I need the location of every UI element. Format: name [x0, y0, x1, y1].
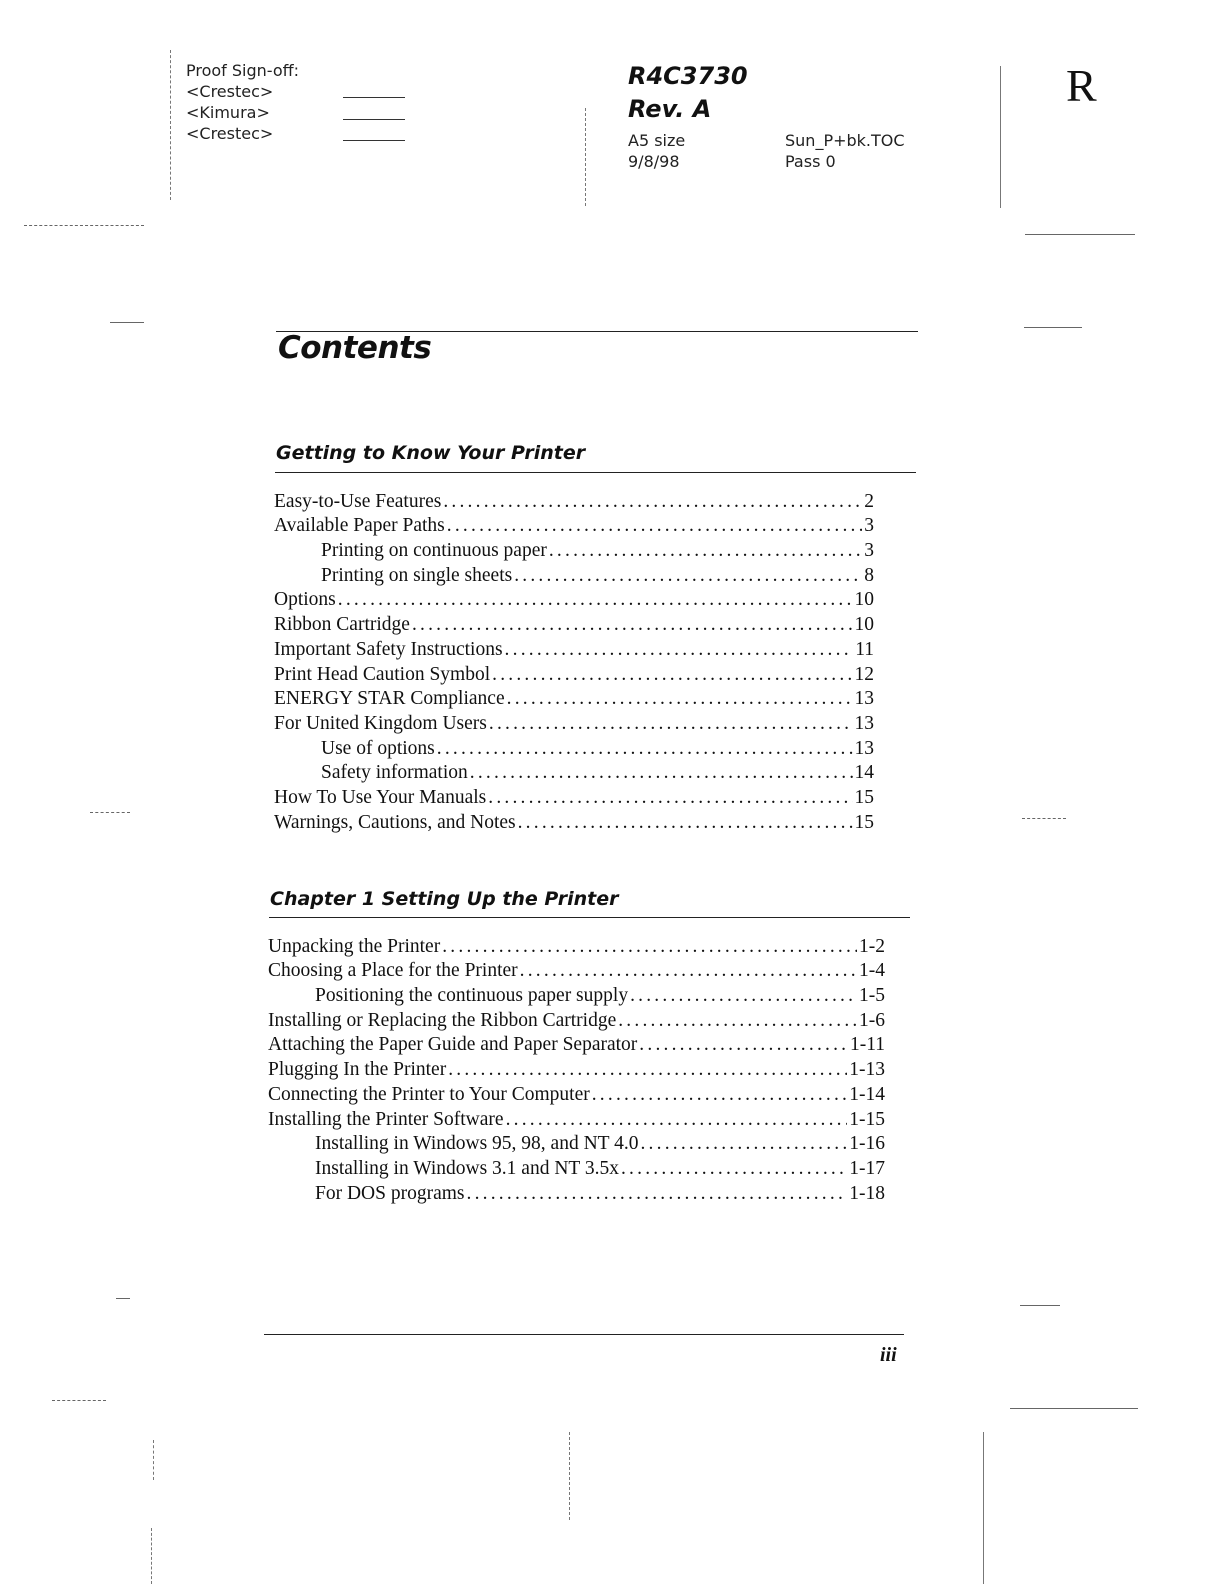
- doc-file: Sun_P+bk.TOC: [785, 131, 905, 150]
- page-number: 1-14: [849, 1083, 885, 1105]
- page-number: 1-4: [859, 960, 885, 982]
- page-number: 14: [854, 762, 874, 784]
- proof-title: Proof Sign-off:: [186, 61, 300, 80]
- dot-leader: [639, 1033, 848, 1057]
- page-number: 3: [864, 540, 874, 562]
- page-number: 1-11: [849, 1034, 885, 1056]
- page-number: 15: [854, 786, 874, 808]
- dot-leader: [442, 935, 857, 959]
- dot-leader: [514, 564, 862, 588]
- crop-mark-vertical: [569, 1432, 570, 1520]
- doc-id-block: [628, 60, 748, 126]
- toc-list: [274, 489, 874, 835]
- page-folio: iii: [880, 1344, 897, 1366]
- crop-mark-vertical: [153, 1440, 154, 1480]
- proof-signoff: [186, 60, 299, 144]
- page-number: 1-6: [859, 1009, 885, 1031]
- page-number: 15: [854, 811, 874, 833]
- dot-leader: [640, 1132, 847, 1156]
- page-title: Contents: [278, 330, 432, 366]
- proof-name-1: <Crestec>: [186, 82, 274, 101]
- crop-mark-horizontal: [24, 225, 144, 226]
- dot-leader: [505, 638, 854, 662]
- section-heading: Getting to Know Your Printer: [276, 442, 586, 464]
- toc-list: [268, 934, 885, 1206]
- toc-entry[interactable]: Positioning the continuous paper supply ..... 1-5: [268, 983, 885, 1008]
- dot-leader: [549, 539, 862, 563]
- page-number: 1-13: [849, 1059, 885, 1081]
- crop-mark-horizontal: [1010, 1408, 1138, 1409]
- dot-leader: [630, 984, 857, 1008]
- dot-leader: [467, 1182, 848, 1206]
- toc-entry[interactable]: Printing on continuous paper ..... 3: [274, 538, 874, 563]
- signature-line-1: [343, 97, 405, 98]
- register-mark: R: [1066, 60, 1097, 111]
- dot-leader: [618, 1009, 857, 1033]
- footer-rule: [264, 1334, 904, 1335]
- page-number: 8: [864, 564, 874, 586]
- toc-entry[interactable]: For DOS programs ..... 1-18: [268, 1181, 885, 1206]
- dot-leader: [437, 737, 853, 761]
- page-number: 1-17: [849, 1157, 885, 1179]
- page-number: 1-2: [859, 935, 885, 957]
- doc-meta-left: [628, 130, 685, 172]
- crop-mark-vertical: [585, 108, 586, 206]
- dot-leader: [447, 514, 862, 538]
- toc-entry[interactable]: Attaching the Paper Guide and Paper Separator ..... 1-11: [268, 1033, 885, 1058]
- crop-mark-horizontal: [116, 1298, 130, 1299]
- doc-date: 9/8/98: [628, 152, 680, 171]
- dot-leader: [412, 613, 853, 637]
- crop-mark-horizontal: [52, 1400, 106, 1401]
- crop-mark-horizontal: [1025, 234, 1135, 235]
- dot-leader: [518, 811, 853, 835]
- toc-entry[interactable]: How To Use Your Manuals ..... 15: [274, 785, 874, 810]
- crop-mark-horizontal: [90, 812, 130, 813]
- dot-leader: [489, 712, 853, 736]
- doc-pass: Pass 0: [785, 152, 836, 171]
- toc-entry[interactable]: For United Kingdom Users ..... 13: [274, 711, 874, 736]
- crop-mark-horizontal: [1020, 1305, 1060, 1306]
- page-number: 13: [854, 712, 874, 734]
- page-number: 13: [854, 737, 874, 759]
- page-number: 2: [864, 490, 874, 512]
- page-number: 12: [854, 663, 874, 685]
- dot-leader: [507, 687, 853, 711]
- doc-revision: Rev. A: [628, 95, 712, 123]
- dot-leader: [488, 786, 852, 810]
- toc-entry[interactable]: Print Head Caution Symbol ..... 12: [274, 662, 874, 687]
- doc-code: R4C3730: [628, 62, 748, 90]
- signature-line-2: [343, 119, 405, 120]
- toc-entry[interactable]: Plugging In the Printer ..... 1-13: [268, 1057, 885, 1082]
- toc-entry[interactable]: Unpacking the Printer ..... 1-2: [268, 934, 885, 959]
- page-number: 3: [864, 515, 874, 537]
- page-number: 11: [855, 638, 874, 660]
- toc-entry[interactable]: Use of options ..... 13: [274, 736, 874, 761]
- toc-entry[interactable]: Choosing a Place for the Printer ..... 1-4: [268, 959, 885, 984]
- dot-leader: [492, 663, 852, 687]
- toc-entry[interactable]: Safety information ..... 14: [274, 761, 874, 786]
- crop-mark-horizontal: [1024, 327, 1082, 328]
- toc-entry[interactable]: ENERGY STAR Compliance ..... 13: [274, 687, 874, 712]
- toc-entry[interactable]: Warnings, Cautions, and Notes ..... 15: [274, 810, 874, 835]
- crop-mark-vertical: [983, 1432, 984, 1584]
- toc-entry[interactable]: Available Paper Paths ..... 3: [274, 514, 874, 539]
- crop-mark-horizontal: [110, 322, 144, 323]
- dot-leader: [506, 1108, 848, 1132]
- toc-entry[interactable]: Connecting the Printer to Your Computer ..... 1-14: [268, 1082, 885, 1107]
- page-number: 1-18: [849, 1182, 885, 1204]
- dot-leader: [592, 1083, 848, 1107]
- toc-entry[interactable]: Installing or Replacing the Ribbon Cartridge ..... 1-6: [268, 1008, 885, 1033]
- crop-mark-vertical: [170, 50, 171, 200]
- toc-entry[interactable]: Important Safety Instructions ..... 11: [274, 637, 874, 662]
- toc-entry[interactable]: Installing in Windows 95, 98, and NT 4.0 ..... 1-16: [268, 1132, 885, 1157]
- dot-leader: [621, 1157, 847, 1181]
- doc-meta-right: [785, 130, 905, 172]
- proof-name-3: <Crestec>: [186, 124, 274, 143]
- toc-entry[interactable]: Easy-to-Use Features ..... 2: [274, 489, 874, 514]
- toc-entry[interactable]: Installing the Printer Software ..... 1-15: [268, 1107, 885, 1132]
- toc-entry[interactable]: Ribbon Cartridge ..... 10: [274, 612, 874, 637]
- page-number: 1-16: [849, 1133, 885, 1155]
- doc-size: A5 size: [628, 131, 686, 150]
- toc-entry[interactable]: Options ..... 10: [274, 588, 874, 613]
- page-number: 1-5: [859, 985, 885, 1007]
- dot-leader: [448, 1058, 847, 1082]
- page-number: 1-15: [849, 1108, 885, 1130]
- dot-leader: [520, 959, 857, 983]
- dot-leader: [443, 490, 862, 514]
- page-number: 10: [854, 589, 874, 611]
- toc-entry[interactable]: Installing in Windows 3.1 and NT 3.5x ..... 1-17: [268, 1156, 885, 1181]
- section-rule: [269, 917, 910, 918]
- toc-entry[interactable]: Printing on single sheets ..... 8: [274, 563, 874, 588]
- crop-mark-horizontal: [1022, 818, 1066, 819]
- crop-mark-vertical: [1000, 66, 1001, 208]
- page-number: 10: [854, 614, 874, 636]
- section-heading: Chapter 1 Setting Up the Printer: [270, 888, 619, 910]
- proof-name-2: <Kimura>: [186, 103, 270, 122]
- signature-line-3: [343, 140, 405, 141]
- section-rule: [275, 472, 916, 473]
- dot-leader: [470, 761, 853, 785]
- crop-mark-vertical: [151, 1528, 152, 1584]
- dot-leader: [338, 588, 853, 612]
- page-number: 13: [854, 688, 874, 710]
